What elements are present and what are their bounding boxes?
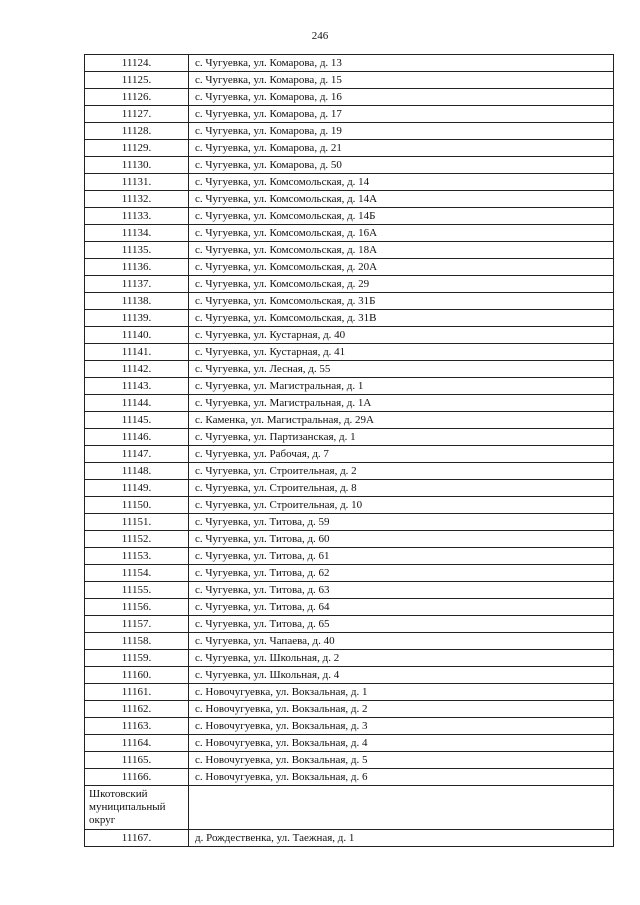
- row-number-cell: 11162.: [85, 701, 189, 718]
- group-section: [85, 786, 614, 830]
- table-row: [85, 582, 614, 599]
- table-row: [85, 293, 614, 310]
- table-row: [85, 752, 614, 769]
- row-address-cell: с. Чугуевка, ул. Комсомольская, д. 31Б: [189, 293, 614, 310]
- table-row: [85, 361, 614, 378]
- table-row: [85, 89, 614, 106]
- row-address-cell: с. Каменка, ул. Магистральная, д. 29А: [189, 412, 614, 429]
- row-number-cell: 11142.: [85, 361, 189, 378]
- table-row: [85, 735, 614, 752]
- group-row: [85, 786, 614, 830]
- table-row: [85, 701, 614, 718]
- row-address-cell: с. Чугуевка, ул. Комсомольская, д. 14Б: [189, 208, 614, 225]
- row-number-cell: 11149.: [85, 480, 189, 497]
- row-address-cell: с. Чугуевка, ул. Кустарная, д. 41: [189, 344, 614, 361]
- row-number-cell: 11141.: [85, 344, 189, 361]
- row-address-cell: с. Чугуевка, ул. Чапаева, д. 40: [189, 633, 614, 650]
- table-row: [85, 480, 614, 497]
- table-row: [85, 55, 614, 72]
- row-address-cell: с. Чугуевка, ул. Комсомольская, д. 31В: [189, 310, 614, 327]
- row-address-cell: с. Чугуевка, ул. Комсомольская, д. 14: [189, 174, 614, 191]
- row-number-cell: 11167.: [85, 830, 189, 847]
- row-number-cell: 11124.: [85, 55, 189, 72]
- table-row: [85, 548, 614, 565]
- table-row: [85, 157, 614, 174]
- table-row: [85, 344, 614, 361]
- row-address-cell: с. Новочугуевка, ул. Вокзальная, д. 4: [189, 735, 614, 752]
- table-row: [85, 463, 614, 480]
- row-number-cell: 11148.: [85, 463, 189, 480]
- row-number-cell: 11165.: [85, 752, 189, 769]
- table-row: [85, 684, 614, 701]
- table-body-after: [85, 830, 614, 847]
- table-row: [85, 174, 614, 191]
- row-number-cell: 11132.: [85, 191, 189, 208]
- row-number-cell: 11125.: [85, 72, 189, 89]
- row-address-cell: с. Чугуевка, ул. Титова, д. 64: [189, 599, 614, 616]
- row-number-cell: 11147.: [85, 446, 189, 463]
- table-row: [85, 310, 614, 327]
- table-row: [85, 769, 614, 786]
- row-address-cell: с. Чугуевка, ул. Титова, д. 63: [189, 582, 614, 599]
- row-number-cell: 11164.: [85, 735, 189, 752]
- table-row: [85, 531, 614, 548]
- row-number-cell: 11127.: [85, 106, 189, 123]
- row-number-cell: 11137.: [85, 276, 189, 293]
- row-number-cell: 11158.: [85, 633, 189, 650]
- table-body: [85, 55, 614, 786]
- row-address-cell: с. Чугуевка, ул. Школьная, д. 2: [189, 650, 614, 667]
- row-number-cell: 11154.: [85, 565, 189, 582]
- row-number-cell: 11159.: [85, 650, 189, 667]
- row-address-cell: с. Чугуевка, ул. Титова, д. 65: [189, 616, 614, 633]
- row-number-cell: 11146.: [85, 429, 189, 446]
- row-address-cell: с. Чугуевка, ул. Строительная, д. 8: [189, 480, 614, 497]
- row-address-cell: с. Чугуевка, ул. Комсомольская, д. 16А: [189, 225, 614, 242]
- row-number-cell: 11134.: [85, 225, 189, 242]
- row-address-cell: с. Чугуевка, ул. Лесная, д. 55: [189, 361, 614, 378]
- table-row: [85, 395, 614, 412]
- row-address-cell: с. Чугуевка, ул. Строительная, д. 10: [189, 497, 614, 514]
- row-number-cell: 11153.: [85, 548, 189, 565]
- row-address-cell: с. Чугуевка, ул. Комсомольская, д. 18А: [189, 242, 614, 259]
- row-number-cell: 11156.: [85, 599, 189, 616]
- table-row: [85, 208, 614, 225]
- row-number-cell: 11143.: [85, 378, 189, 395]
- table-row: [85, 429, 614, 446]
- row-number-cell: 11155.: [85, 582, 189, 599]
- table-row: [85, 650, 614, 667]
- table-row: [85, 378, 614, 395]
- table-row: [85, 72, 614, 89]
- row-number-cell: 11152.: [85, 531, 189, 548]
- table-row: [85, 616, 614, 633]
- row-address-cell: с. Новочугуевка, ул. Вокзальная, д. 1: [189, 684, 614, 701]
- row-address-cell: с. Чугуевка, ул. Строительная, д. 2: [189, 463, 614, 480]
- table-row: [85, 497, 614, 514]
- row-address-cell: с. Чугуевка, ул. Комсомольская, д. 29: [189, 276, 614, 293]
- table-row: [85, 106, 614, 123]
- page-number: 246: [311, 30, 329, 42]
- table-row: [85, 140, 614, 157]
- table-row: [85, 123, 614, 140]
- row-number-cell: 11130.: [85, 157, 189, 174]
- row-address-cell: с. Новочугуевка, ул. Вокзальная, д. 6: [189, 769, 614, 786]
- row-number-cell: 11129.: [85, 140, 189, 157]
- row-address-cell: с. Новочугуевка, ул. Вокзальная, д. 2: [189, 701, 614, 718]
- table-row: [85, 327, 614, 344]
- table-row: [85, 633, 614, 650]
- group-address-cell: [189, 786, 614, 830]
- row-address-cell: с. Чугуевка, ул. Кустарная, д. 40: [189, 327, 614, 344]
- row-number-cell: 11157.: [85, 616, 189, 633]
- table-row: [85, 565, 614, 582]
- table-row: [85, 242, 614, 259]
- row-address-cell: с. Чугуевка, ул. Комсомольская, д. 20А: [189, 259, 614, 276]
- row-number-cell: 11160.: [85, 667, 189, 684]
- row-address-cell: с. Чугуевка, ул. Комарова, д. 21: [189, 140, 614, 157]
- row-address-cell: с. Чугуевка, ул. Комарова, д. 13: [189, 55, 614, 72]
- row-number-cell: 11133.: [85, 208, 189, 225]
- row-address-cell: с. Чугуевка, ул. Школьная, д. 4: [189, 667, 614, 684]
- row-number-cell: 11151.: [85, 514, 189, 531]
- table-row: [85, 191, 614, 208]
- table-row: [85, 514, 614, 531]
- row-address-cell: с. Чугуевка, ул. Комарова, д. 19: [189, 123, 614, 140]
- row-address-cell: с. Чугуевка, ул. Комарова, д. 50: [189, 157, 614, 174]
- row-number-cell: 11126.: [85, 89, 189, 106]
- table-row: [85, 225, 614, 242]
- address-table: [84, 54, 614, 847]
- row-number-cell: 11138.: [85, 293, 189, 310]
- row-address-cell: с. Чугуевка, ул. Титова, д. 61: [189, 548, 614, 565]
- row-address-cell: с. Чугуевка, ул. Магистральная, д. 1А: [189, 395, 614, 412]
- table-row: [85, 412, 614, 429]
- row-address-cell: с. Новочугуевка, ул. Вокзальная, д. 3: [189, 718, 614, 735]
- row-address-cell: с. Чугуевка, ул. Комсомольская, д. 14А: [189, 191, 614, 208]
- row-address-cell: с. Новочугуевка, ул. Вокзальная, д. 5: [189, 752, 614, 769]
- row-number-cell: 11136.: [85, 259, 189, 276]
- row-number-cell: 11131.: [85, 174, 189, 191]
- row-number-cell: 11128.: [85, 123, 189, 140]
- row-number-cell: 11135.: [85, 242, 189, 259]
- row-address-cell: д. Рождественка, ул. Таежная, д. 1: [189, 830, 614, 847]
- row-address-cell: с. Чугуевка, ул. Титова, д. 62: [189, 565, 614, 582]
- row-address-cell: с. Чугуевка, ул. Комарова, д. 16: [189, 89, 614, 106]
- row-address-cell: с. Чугуевка, ул. Комарова, д. 17: [189, 106, 614, 123]
- group-name-cell: Шкотовский муниципальный округ: [85, 786, 189, 830]
- row-number-cell: 11145.: [85, 412, 189, 429]
- table-row: [85, 667, 614, 684]
- row-address-cell: с. Чугуевка, ул. Титова, д. 59: [189, 514, 614, 531]
- table-row: [85, 276, 614, 293]
- table-row: [85, 830, 614, 847]
- row-number-cell: 11161.: [85, 684, 189, 701]
- row-number-cell: 11166.: [85, 769, 189, 786]
- row-address-cell: с. Чугуевка, ул. Магистральная, д. 1: [189, 378, 614, 395]
- row-number-cell: 11150.: [85, 497, 189, 514]
- row-number-cell: 11139.: [85, 310, 189, 327]
- table-row: [85, 446, 614, 463]
- row-address-cell: с. Чугуевка, ул. Рабочая, д. 7: [189, 446, 614, 463]
- table-row: [85, 718, 614, 735]
- row-address-cell: с. Чугуевка, ул. Комарова, д. 15: [189, 72, 614, 89]
- row-number-cell: 11140.: [85, 327, 189, 344]
- row-number-cell: 11144.: [85, 395, 189, 412]
- row-address-cell: с. Чугуевка, ул. Титова, д. 60: [189, 531, 614, 548]
- table-row: [85, 599, 614, 616]
- row-number-cell: 11163.: [85, 718, 189, 735]
- row-address-cell: с. Чугуевка, ул. Партизанская, д. 1: [189, 429, 614, 446]
- table-row: [85, 259, 614, 276]
